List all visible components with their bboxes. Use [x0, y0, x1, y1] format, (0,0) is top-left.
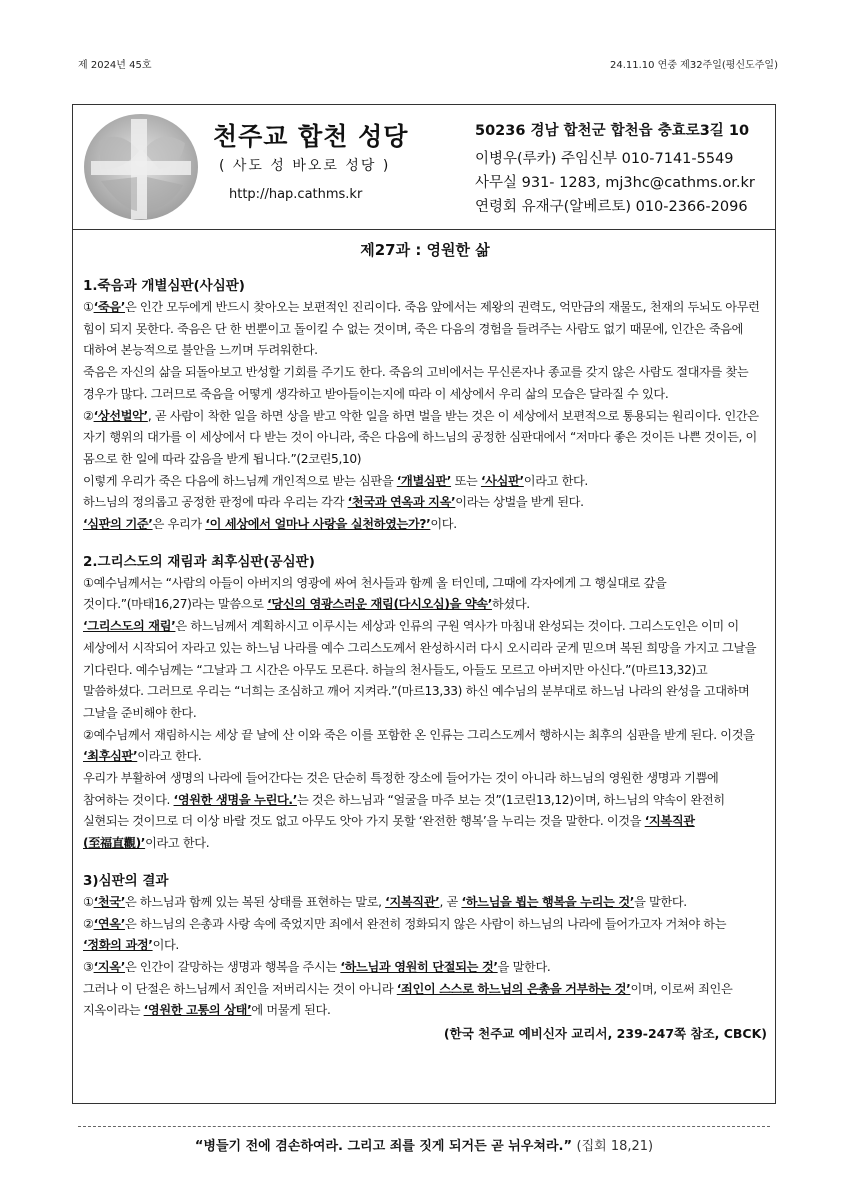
paragraph-text: 은 하느님과 함께 있는 복된 상태를 표현하는 말로, [124, 894, 386, 909]
paragraph [83, 892, 767, 914]
paragraph-text: 이라고 한다. [145, 836, 210, 851]
church-url: http://hap.cathms.kr [229, 187, 363, 202]
issue-number: 제 2024년 45호 [78, 60, 152, 71]
paragraph-text: 하셨다. [492, 597, 530, 612]
lesson-content [83, 233, 767, 1042]
bulletin-frame [72, 104, 776, 1104]
key-term: ‘죄인이 스스로 하느님의 은총을 거부하는 것’ [396, 981, 631, 996]
paragraph [83, 297, 767, 362]
section-title: 1.죽음과 개별심판(사심판) [83, 278, 245, 294]
key-term: ‘연옥’ [93, 916, 125, 931]
footer-divider [78, 1126, 770, 1127]
paragraph-text: ③ [83, 959, 94, 974]
paragraph-text: 그러나 이 단절은 하느님께서 죄인을 저버리시는 것이 아니라 [83, 981, 397, 996]
paragraph-text: 을 말한다. [497, 959, 551, 974]
paragraph [83, 957, 767, 979]
lesson-title: 제27과 : 영원한 삶 [360, 241, 490, 259]
footer-quote [0, 1135, 848, 1154]
paragraph-text: ①예수님께서는 “사람의 아들이 아버지의 영광에 싸여 천사들과 함께 올 터인데, 그때에 각자에게 그 행실대로 갚을 것이다.”(마태16,27)라는 말씀으로 [83, 575, 667, 612]
paragraph [83, 471, 767, 493]
paragraph-text: 은 인간 모두에게 반드시 찾아오는 보편적인 진리이다. 죽음 앞에서는 제왕의 권력도, 억만금의 재물도, 천재의 두뇌도 아무런 힘이 되지 못한다. 죽음은 단 한 번뿐이고 돌이킬 수 없는 것이며, 죽은 다음의 경험을 들려주는 사람도 없기 때문에, 인간은 죽음에 대하여 본능적으로 불안을 느끼며 두려워한다. [83, 300, 760, 358]
paragraph [83, 725, 767, 768]
paragraph-text: 이다. [152, 938, 179, 953]
paragraph [83, 514, 767, 536]
issue-date: 24.11.10 연중 제32주일(평신도주일) [609, 60, 778, 71]
paragraph-text: 이라는 상벌을 받게 된다. [455, 495, 584, 510]
key-term: ‘영원한 고통의 상태’ [143, 1003, 252, 1018]
paragraph-text: , 곧 [439, 894, 462, 909]
paragraph-text: 은 하느님의 은총과 사랑 속에 죽었지만 죄에서 완전히 정화되지 않은 사람이 하느님의 나라에 들어가고자 거쳐야 하는 [124, 916, 727, 931]
paragraph-text: 는 것은 하느님과 “얼굴을 마주 보는 것”(1코린13,12)이며, 하느님의 약속이 완전히 실현되는 것이므로 더 이상 바랄 것도 없고 아무도 앗아 가지 못할 ‘완전한 행복’을 누리는 것을 말한다. 이것을 [83, 792, 725, 829]
section-title: 2.그리스도의 재림과 최후심판(공심판) [83, 553, 315, 570]
paragraph-text: ① [83, 300, 94, 314]
key-term: ‘천국’ [93, 894, 125, 909]
paragraph-text: 하느님의 정의롭고 공정한 판정에 따라 우리는 각각 [83, 495, 348, 510]
paragraph [83, 768, 767, 855]
paragraph [83, 406, 767, 471]
key-term: ‘상선벌악’ [93, 408, 148, 423]
church-address: 50236 경남 합천군 합천읍 충효로3길 10 [475, 123, 750, 139]
paragraph-text: 우리가 부활하여 생명의 나라에 들어간다는 것은 단순히 특정한 장소에 들어가는 것이 아니라 하느님의 영원한 생명과 기쁨에 참여하는 것이다. [83, 771, 719, 807]
paragraph-text: 은 하느님께서 계획하시고 이루시는 세상과 인류의 구원 역사가 마침내 완성되는 것이다. 그리스도인은 이미 이 세상에서 시작되어 자라고 있는 하느님 나라를 예수 그리스도께서 완성하시러 다시 오시리라 굳게 믿으며 복된 희망을 가지고 그날을 기다린다. 예수님께는 “그날과 그 시간은 아무도 모른다. 하늘의 천사들도, 아들도 모르고 아버지만 아신다.”(마르13,32)고 말씀하셨다. 그러므로 우리는 “너희는 조심하고 깨어 지켜라.”(마르13,33) 하신 예수님의 분부대로 하느님 나라의 완성을 고대하며 그날을 준비해야 한다. [83, 619, 757, 720]
paragraph-text: ② [83, 408, 94, 423]
paragraph-text: ① [83, 894, 94, 909]
lesson-sections [83, 274, 767, 1022]
key-term: ‘그리스도의 재림’ [83, 619, 176, 634]
paragraph [83, 914, 767, 957]
paragraph-text: 또는 [451, 473, 481, 488]
paragraph [83, 362, 767, 405]
key-term: ‘최후심판’ [83, 749, 138, 764]
key-term: ‘하느님을 뵙는 행복을 누리는 것’ [461, 894, 635, 909]
church-logo-icon [81, 111, 201, 223]
paragraph [83, 492, 767, 514]
paragraph-text: 이며, 이로써 죄인은 지옥이라는 [83, 981, 733, 1018]
paragraph-text: 이라고 한다. [523, 473, 588, 488]
paragraph-text: 이렇게 우리가 죽은 다음에 하느님께 개인적으로 받는 심판을 [83, 473, 397, 488]
key-term: ‘하느님과 영원히 단절되는 것’ [340, 959, 498, 974]
key-term: ‘당신의 영광스러운 재림(다시오심)을 약속’ [267, 597, 493, 612]
key-term: ‘개별심판’ [396, 473, 452, 488]
key-term: ‘영원한 생명을 누린다.’ [173, 792, 297, 807]
key-term: ‘지옥’ [93, 959, 125, 974]
key-term: ‘심판의 기준’ [83, 517, 153, 532]
citation: (한국 천주교 예비신자 교리서, 239-247쪽 참조, CBCK) [443, 1026, 767, 1042]
paragraph-text: , 곧 사람이 착한 일을 하면 상을 받고 악한 일을 하면 벌을 받는 것은 이 세상에서 보편적으로 통용되는 원리이다. 인간은 자기 행위의 대가를 이 세상에서 다 받는 것이 아니라, 죽은 다음에 하느님의 공정한 심판대에서 “저마다 좋은 것이든 나쁜 것이든, 이 몸으로 한 일에 따라 갚음을 받게 됩니다.”(2코린5,10) [83, 408, 759, 466]
church-name: 천주교 합천 성당 [213, 122, 409, 151]
footer-quote-ref: (집회 18,21) [576, 1139, 654, 1154]
office-contact: 사무실 931- 1283, mj3hc@cathms.or.kr [475, 175, 755, 191]
key-term: ‘이 세상에서 얼마나 사랑을 실천하였는가?’ [205, 517, 431, 532]
church-subtitle: ( 사도 성 바오로 성당 ) [219, 158, 391, 174]
key-term: ‘천국과 연옥과 지옥’ [347, 495, 456, 510]
key-term: ‘지복직관(至福直觀)’ [83, 814, 695, 851]
paragraph-text: ②예수님께서 재림하시는 세상 끝 날에 산 이와 죽은 이를 포함한 온 인류는 그리스도께서 행하시는 최후의 심판을 받게 된다. 이것을 [83, 727, 755, 742]
paragraph-text: 은 인간이 갈망하는 생명과 행복을 주시는 [124, 959, 341, 974]
paragraph [83, 979, 767, 1022]
key-term: ‘지복직관’ [385, 894, 440, 909]
paragraph-text: 이다. [430, 517, 457, 532]
key-term: ‘정화의 과정’ [83, 938, 153, 953]
bulletin-header [73, 105, 775, 230]
paragraph [83, 573, 767, 616]
paragraph-text: ② [83, 916, 94, 931]
council-contact: 연령회 유재구(알베르토) 010-2366-2096 [475, 199, 748, 215]
section-title: 3)심판의 결과 [83, 872, 169, 889]
pastor-contact: 이병우(루카) 주임신부 010-7141-5549 [475, 151, 734, 167]
paragraph-text: 에 머물게 된다. [251, 1003, 331, 1018]
paragraph [83, 616, 767, 725]
footer-quote-text: “병들기 전에 겸손하여라. 그리고 죄를 짓게 되거든 곧 뉘우쳐라.” [194, 1139, 572, 1154]
paragraph-text: 을 말한다. [634, 894, 687, 909]
paragraph-text: 이라고 한다. [137, 749, 202, 764]
key-term: ‘사심판’ [480, 473, 524, 488]
paragraph-text: 죽음은 자신의 삶을 되돌아보고 반성할 기회를 주기도 한다. 죽음의 고비에서는 무신론자나 종교를 갖지 않은 사람도 절대자를 찾는 경우가 많다. 그러므로 죽음을 어떻게 생각하고 받아들이는지에 따라 이 세상에서 우리 삶의 모습은 달라질 수 있다. [83, 365, 749, 401]
paragraph-text: 은 우리가 [152, 517, 206, 532]
key-term: ‘죽음’ [93, 300, 125, 314]
